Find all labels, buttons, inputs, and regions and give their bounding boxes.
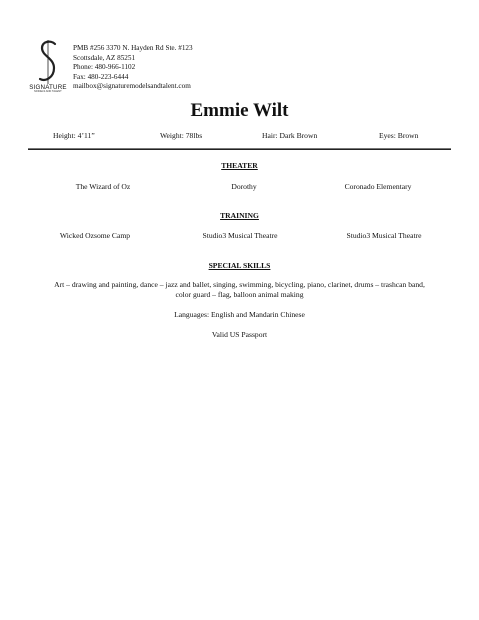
talent-eyes: Eyes: Brown [379,131,419,140]
credit-production: The Wizard of Oz [75,182,131,191]
skills-line-1: Art – drawing and painting, dance – jazz and ballet, singing, swimming, bicycling, piano, clarinet, drums – trashcan band, [54,280,425,289]
agency-phone: Phone: 480-966-1102 [73,63,136,72]
talent-height: Height: 4’11” [53,131,95,140]
training-program: Wicked Ozsome Camp [59,231,131,240]
theater-credit-row [0,182,479,194]
credit-venue: Coronado Elementary [344,182,412,191]
agency-contact-block [73,44,193,92]
header-divider [28,148,451,150]
agency-address-line1: PMB #256 3370 N. Hayden Rd Ste. #123 [73,44,193,52]
theater-heading: THEATER [221,161,258,170]
skills-line-2: color guard – flag, balloon animal making [175,290,304,299]
signature-s-logo-icon [37,40,59,84]
talent-hair: Hair: Dark Brown [262,131,318,140]
agency-email: mailbox@signaturemodelsandtalent.com [73,82,191,91]
skills-languages: Languages: English and Mandarin Chinese [174,310,305,319]
training-credit-row [0,231,479,243]
logo-wordmark: SIGNATURE [29,84,67,91]
logo-tagline: MODELS AND TALENT [34,90,62,94]
agency-address-line2: Scottsdale, AZ 85251 [73,53,136,62]
skills-passport: Valid US Passport [211,330,268,339]
training-location: Studio3 Musical Theatre [346,231,422,240]
special-skills-heading: SPECIAL SKILLS [208,261,271,270]
credit-role: Dorothy [231,182,257,191]
training-heading: TRAINING [220,211,259,220]
training-instructor: Studio3 Musical Theatre [202,231,278,240]
agency-logo [28,40,68,96]
talent-stats-row [0,131,479,143]
talent-name: Emmie Wilt [190,100,289,121]
talent-weight: Weight: 78lbs [160,131,203,140]
agency-fax: Fax: 480-223-6444 [73,72,129,81]
